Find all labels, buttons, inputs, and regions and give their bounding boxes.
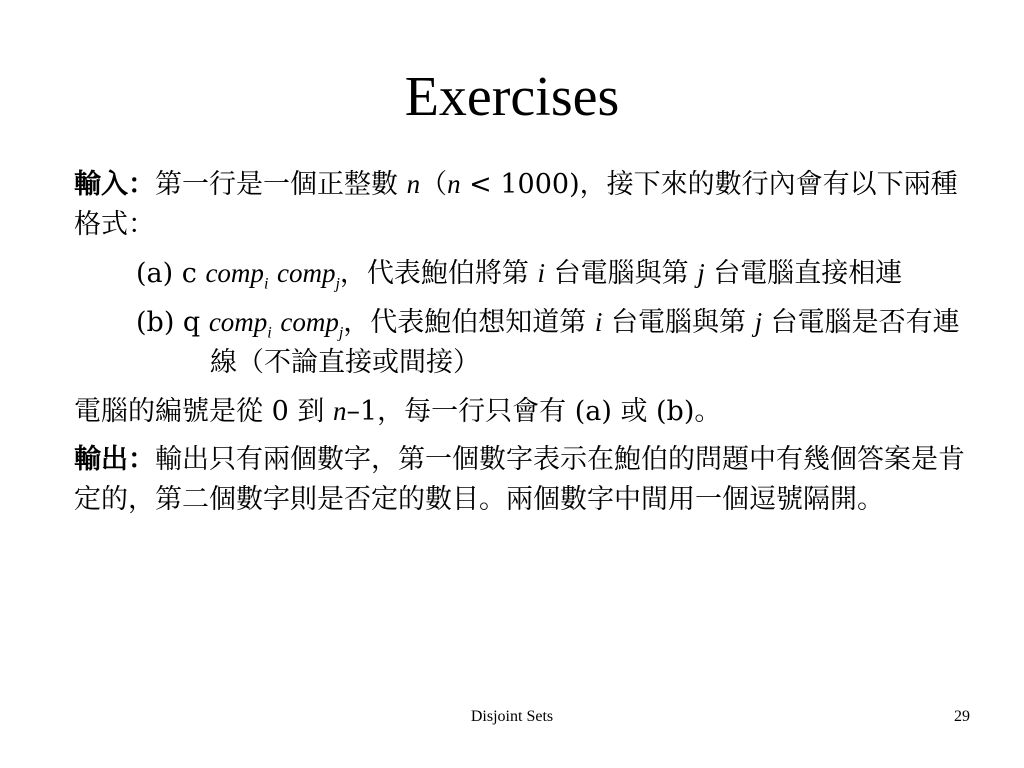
paren-open: （ [420,169,448,200]
var-n: n [447,169,461,199]
input-text-1: 第一行是一個正整數 [155,169,407,200]
numbering-paragraph [74,391,974,432]
format-a-text-1: ，代表鮑伯將第 [339,258,538,289]
format-b-text-2: 台電腦與第 [602,307,755,338]
page-number: 29 [954,708,970,725]
format-a-text-2: 台電腦與第 [545,258,698,289]
sub-i: i [267,324,272,342]
output-paragraph [74,440,974,520]
format-b-text-1: ，代表鮑伯想知道第 [343,307,595,338]
var-i: i [594,307,603,337]
comp-var: comp [276,258,336,288]
input-paragraph [74,164,974,245]
numbering-text-1: 電腦的編號是從 0 到 [74,396,333,427]
output-text: 輸出只有兩個數字，第一個數字表示在鮑伯的問題中有幾個答案是肯定的，第二個數字則是否定的數目。兩個數字中間用一個逗號隔開。 [74,444,965,515]
var-j: j [697,258,705,288]
output-label: 輸出： [74,444,155,475]
var-n: n [406,169,421,199]
input-text-2: < 1000)，接下來的數行內會有以下兩種格式： [74,169,958,240]
var-i: i [537,258,546,288]
slide-body [74,164,974,528]
numbering-text-2: –1，每一行只會有 (a) 或 (b)。 [346,396,722,427]
sub-i: i [263,275,269,293]
var-n: n [332,396,347,426]
comp-var: comp [205,258,264,288]
sub-j: j [335,275,340,293]
input-label: 輸入： [74,169,155,200]
slide-title: Exercises [404,66,620,128]
format-a [136,253,974,294]
var-j: j [754,307,763,337]
format-a-label: (a) c [136,258,206,289]
comp-var: comp [208,307,268,337]
format-b-text-3: 台電腦是否有連線（不論直接或間接） [210,307,960,378]
footer-title: Disjoint Sets [470,708,554,725]
comp-var: comp [280,307,339,337]
sub-j: j [338,324,344,342]
format-a-text-3: 台電腦直接相連 [704,258,903,289]
format-b [136,302,974,383]
format-b-label: (b) q [136,307,209,338]
